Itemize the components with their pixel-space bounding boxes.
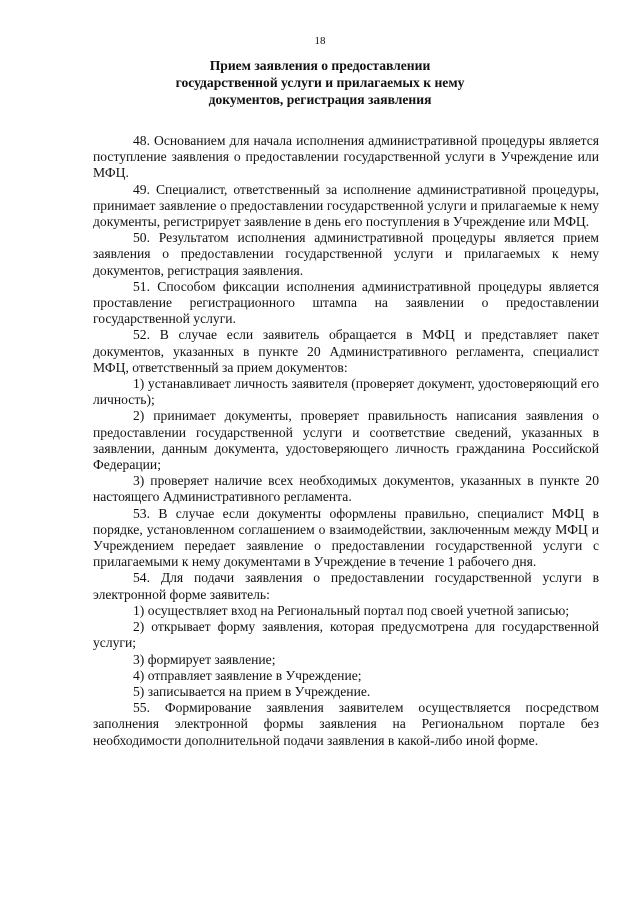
paragraph-49: 49. Специалист, ответственный за исполнение административной процедуры, принимает заявление о предоставлении государственной услуги и прилагаемые к нему документы, регистрирует заявление в день его поступления в Учреждение или МФЦ.	[93, 181, 599, 230]
paragraph-51: 51. Способом фиксации исполнения административной процедуры является проставление регистрационного штампа на заявлении о предоставлении государственной услуги.	[93, 278, 599, 327]
section-heading	[0, 57, 640, 108]
list-item: 5) записывается на прием в Учреждение.	[133, 683, 371, 699]
heading-line: государственной услуги и прилагаемых к нему	[175, 75, 465, 90]
list-item: 2) открывает форму заявления, которая предусмотрена для государственной услуги;	[93, 619, 599, 651]
page-number: 18	[314, 35, 326, 47]
paragraph-50: 50. Результатом исполнения административной процедуры является прием заявления о предоставлении государственной услуги и прилагаемых к нему документов, регистрация заявления.	[93, 230, 599, 278]
paragraph-53: 53. В случае если документы оформлены правильно, специалист МФЦ в порядке, установленном соглашением о взаимодействии, заключенным между МФЦ и Учреждением передает заявление о предоставлении государственной услуги с прилагаемыми к нему документами в Учреждение в течение 1 рабочего дня.	[93, 505, 599, 570]
document-body	[93, 133, 599, 749]
paragraph-55: 55. Формирование заявления заявителем осуществляется посредством заполнения электронной формы заявления на Региональном портале без необходимости дополнительной подачи заявления в какой-либо иной форме.	[93, 700, 599, 748]
list-item: 3) проверяет наличие всех необходимых документов, указанных в пункте 20 настоящего Административного регламента.	[93, 473, 599, 505]
paragraph-54: 54. Для подачи заявления о предоставлении государственной услуги в электронной форме заявитель:	[93, 570, 599, 602]
list-item: 1) осуществляет вход на Региональный портал под своей учетной записью;	[133, 602, 570, 618]
list-item: 3) формирует заявление;	[133, 651, 276, 667]
paragraph-52: 52. В случае если заявитель обращается в МФЦ и представляет пакет документов, указанных в пункте 20 Административного регламента, специалист МФЦ, ответственный за прием документов:	[93, 327, 599, 375]
heading-line: Прием заявления о предоставлении	[209, 58, 431, 73]
heading-line: документов, регистрация заявления	[208, 92, 432, 107]
list-item: 2) принимает документы, проверяет правильность написания заявления о предоставлении государственной услуги и соответствие сведений, указанных в заявлении, данным документа, удостоверяющего личность гражданина Российской Федерации;	[93, 408, 599, 473]
list-item: 4) отправляет заявление в Учреждение;	[133, 667, 362, 683]
paragraph-48: 48. Основанием для начала исполнения административной процедуры является поступление заявления о предоставлении государственной услуги в Учреждение или МФЦ.	[93, 133, 599, 181]
list-item: 1) устанавливает личность заявителя (проверяет документ, удостоверяющий его личность);	[93, 376, 599, 408]
